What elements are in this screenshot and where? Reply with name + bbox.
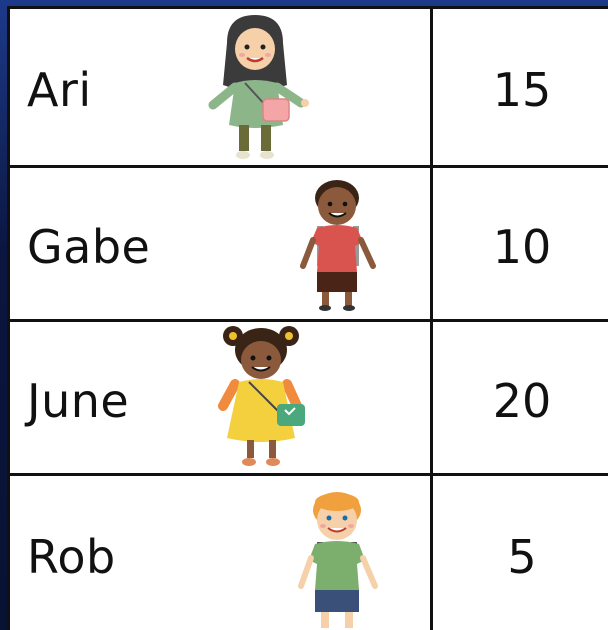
- row-name: Ari: [27, 63, 92, 117]
- row-name: Gabe: [27, 220, 151, 274]
- table-row: [7, 165, 608, 319]
- boy-green-shirt-icon: [291, 488, 387, 630]
- row-value: 20: [492, 374, 552, 428]
- row-value: 10: [492, 220, 552, 274]
- girl-yellow-dress-icon: [215, 322, 315, 470]
- row-value: 5: [507, 530, 537, 584]
- girl-hijab-icon: [207, 13, 317, 161]
- row-name: June: [27, 374, 130, 428]
- table-row: [7, 473, 608, 630]
- table-row: [7, 6, 608, 165]
- data-table: [7, 6, 608, 630]
- row-name: Rob: [27, 530, 116, 584]
- boy-red-shirt-icon: [295, 176, 385, 312]
- table-row: [7, 319, 608, 473]
- row-value: 15: [492, 63, 552, 117]
